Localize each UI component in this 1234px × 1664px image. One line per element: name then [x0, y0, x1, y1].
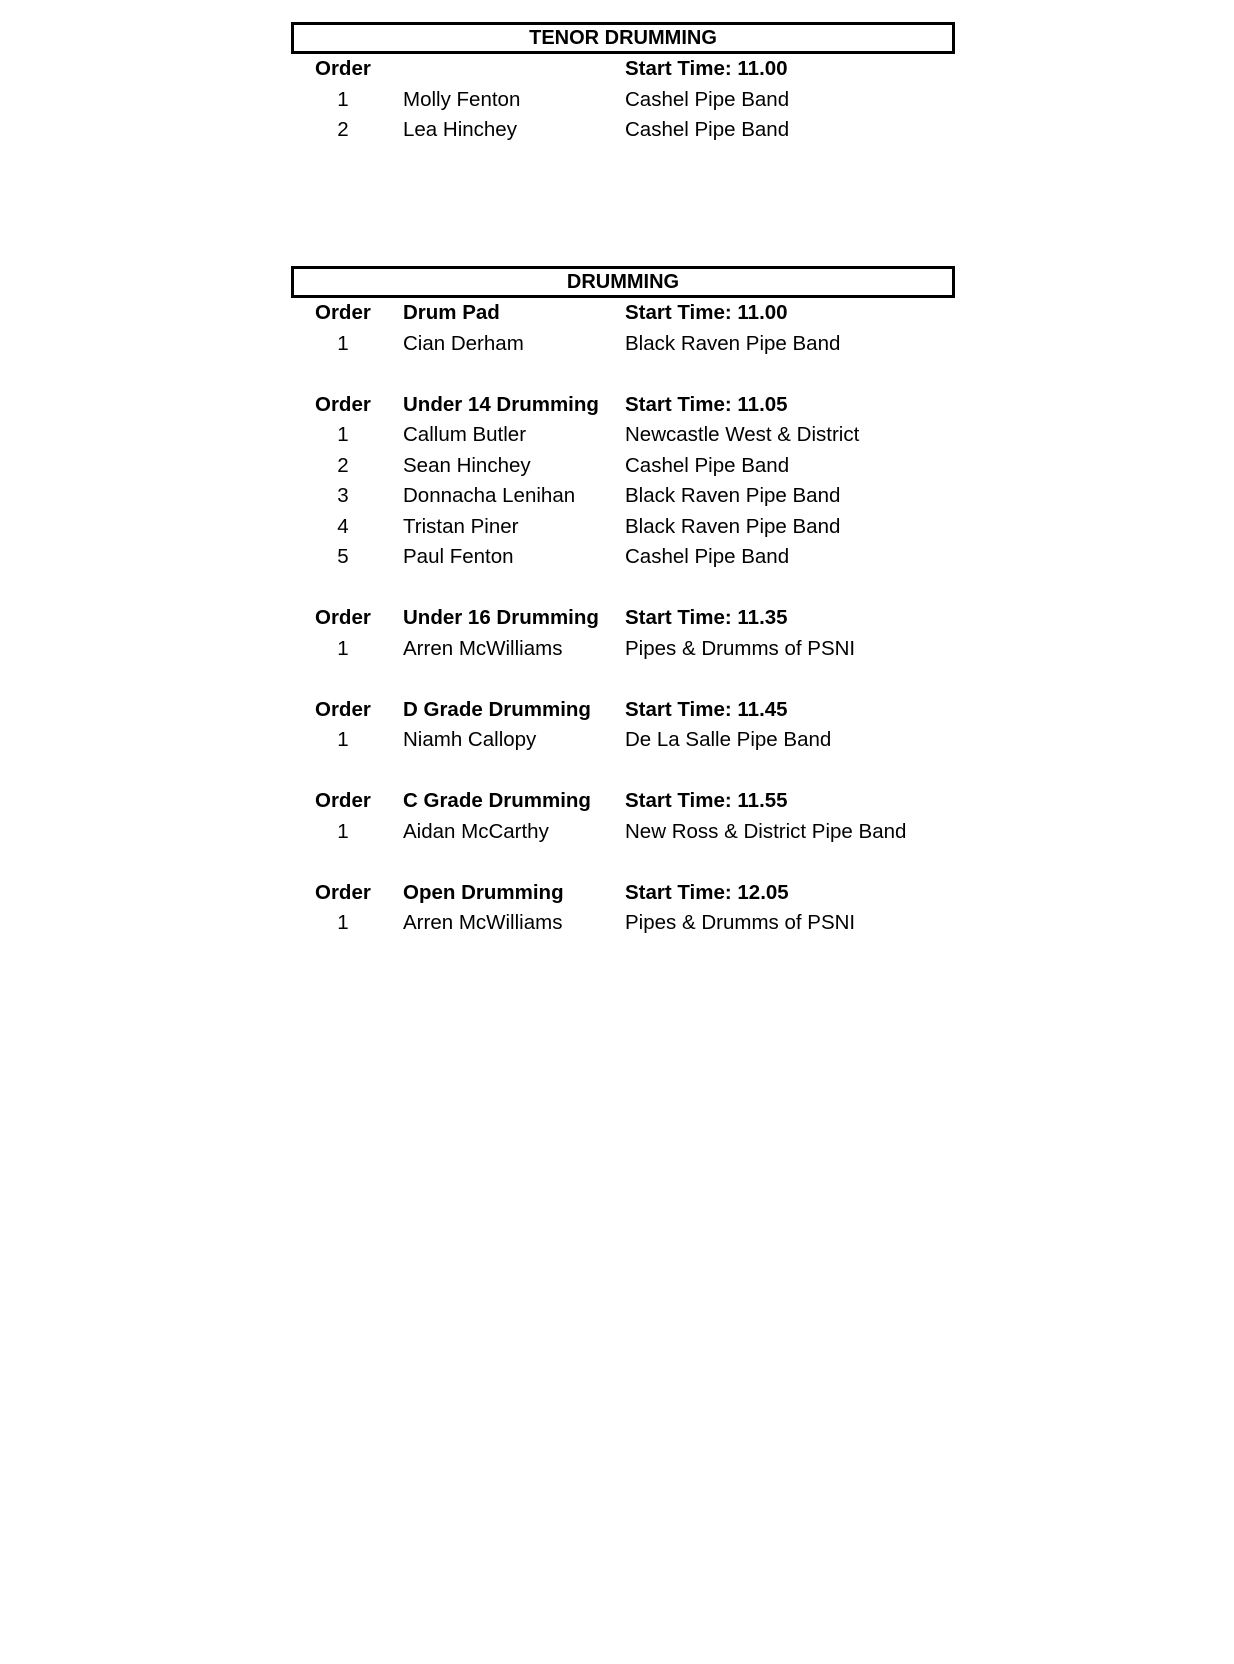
- entry-name: Molly Fenton: [403, 87, 521, 111]
- entry-row: [291, 542, 955, 573]
- start-time: Start Time: 12.05: [625, 880, 789, 904]
- entry-name: Callum Butler: [403, 423, 527, 446]
- event-name: Drum Pad: [403, 301, 500, 324]
- entry-order: 2: [337, 453, 349, 477]
- entry-order: 1: [337, 911, 349, 934]
- entry-order: 5: [337, 545, 349, 568]
- entry-order: 3: [337, 484, 349, 507]
- entry-order: 1: [337, 87, 349, 111]
- entry-name: Lea Hinchey: [403, 118, 517, 141]
- spacer: [291, 359, 955, 390]
- entry-name: Donnacha Lenihan: [403, 484, 576, 507]
- order-label: Order: [315, 606, 371, 629]
- entry-order: 1: [337, 331, 349, 355]
- entry-row: [291, 908, 955, 939]
- event-name: D Grade Drumming: [403, 697, 591, 721]
- entry-band: Pipes & Drumms of PSNI: [625, 911, 856, 934]
- entry-band: Black Raven Pipe Band: [625, 514, 841, 538]
- order-label: Order: [315, 789, 371, 812]
- order-label: Order: [315, 57, 371, 80]
- entry-band: Cashel Pipe Band: [625, 87, 790, 111]
- spacer: [291, 847, 955, 878]
- entry-band: Black Raven Pipe Band: [625, 331, 841, 355]
- entry-order: 1: [337, 819, 349, 843]
- start-time: Start Time: 11.00: [625, 57, 788, 80]
- entry-row: [291, 725, 955, 756]
- entry-name: Arren McWilliams: [403, 636, 563, 660]
- entry-order: 1: [337, 423, 349, 446]
- drumming-section: [291, 266, 955, 939]
- event-header: [291, 54, 955, 85]
- entry-band: Cashel Pipe Band: [625, 118, 790, 141]
- order-label: Order: [315, 880, 371, 904]
- entry-name: Paul Fenton: [403, 545, 514, 568]
- entry-order: 2: [337, 118, 349, 141]
- event-header: [291, 298, 955, 329]
- spacer: [291, 664, 955, 695]
- start-time: Start Time: 11.55: [625, 789, 788, 812]
- section-title: TENOR DRUMMING: [291, 22, 955, 54]
- entry-band: Black Raven Pipe Band: [625, 484, 841, 507]
- event-name: Under 16 Drumming: [403, 606, 599, 629]
- entry-row: [291, 420, 955, 451]
- entry-name: Aidan McCarthy: [403, 819, 549, 843]
- entry-name: Arren McWilliams: [403, 911, 563, 934]
- order-label: Order: [315, 301, 371, 324]
- entry-row: [291, 512, 955, 543]
- entry-row: [291, 85, 955, 116]
- entry-row: [291, 451, 955, 482]
- event-header: [291, 878, 955, 909]
- spacer: [291, 756, 955, 787]
- entry-row: [291, 329, 955, 360]
- start-time: Start Time: 11.00: [625, 301, 788, 324]
- entry-name: Niamh Callopy: [403, 728, 537, 751]
- event-header: [291, 603, 955, 634]
- start-time: Start Time: 11.45: [625, 697, 788, 721]
- spacer: [291, 573, 955, 604]
- order-label: Order: [315, 392, 371, 416]
- entry-band: Newcastle West & District: [625, 423, 860, 446]
- start-time: Start Time: 11.35: [625, 606, 788, 629]
- event-header: [291, 695, 955, 726]
- entry-band: Cashel Pipe Band: [625, 453, 790, 477]
- entry-band: Cashel Pipe Band: [625, 545, 790, 568]
- entry-row: [291, 115, 955, 146]
- entry-row: [291, 481, 955, 512]
- event-name: Open Drumming: [403, 880, 564, 904]
- start-time: Start Time: 11.05: [625, 392, 788, 416]
- event-name: Under 14 Drumming: [403, 392, 599, 416]
- entry-name: Tristan Piner: [403, 514, 519, 538]
- event-name: C Grade Drumming: [403, 789, 591, 812]
- entry-order: 4: [337, 514, 349, 538]
- event-header: [291, 390, 955, 421]
- entry-band: Pipes & Drumms of PSNI: [625, 636, 856, 660]
- entry-band: New Ross & District Pipe Band: [625, 819, 907, 843]
- order-label: Order: [315, 697, 371, 721]
- entry-row: [291, 634, 955, 665]
- entry-order: 1: [337, 636, 349, 660]
- entry-name: Sean Hinchey: [403, 453, 531, 477]
- event-header: [291, 786, 955, 817]
- entry-band: De La Salle Pipe Band: [625, 728, 832, 751]
- entry-name: Cian Derham: [403, 331, 524, 355]
- section-title: DRUMMING: [291, 266, 955, 298]
- entry-order: 1: [337, 728, 349, 751]
- entry-row: [291, 817, 955, 848]
- tenor-drumming-section: [291, 22, 955, 146]
